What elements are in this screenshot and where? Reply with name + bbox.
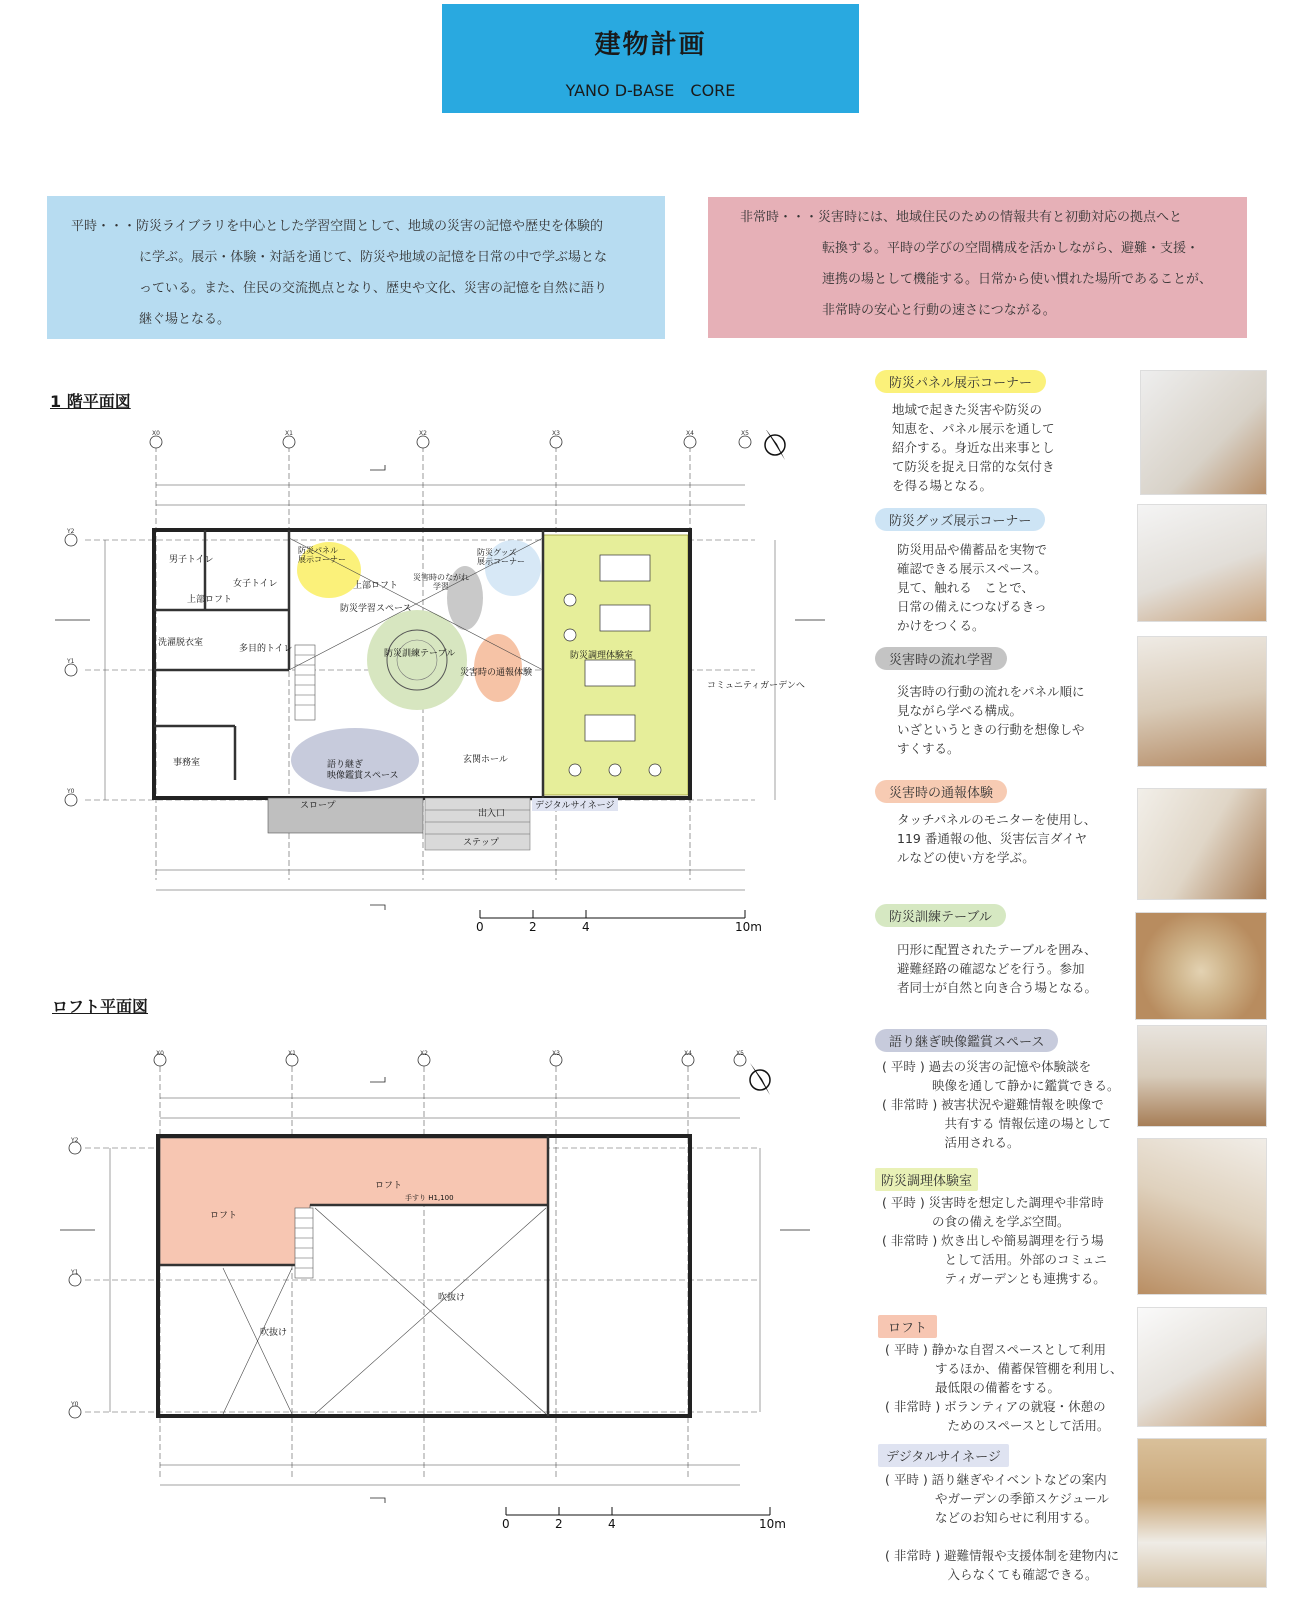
room-label: 出入口 [478,809,506,819]
grid-label: X1 [288,1050,296,1057]
row-label: Y1 [67,658,75,665]
grid-label: X4 [684,1050,692,1057]
room-label: 吹抜け [260,1328,288,1338]
grid-label: X4 [686,430,694,437]
floor1-title: 1 階平面図 [50,392,131,411]
card-text: 災害時の行動の流れをパネル順に 見ながら学べる構成。 いざというときの行動を想像しや すくする。 [897,684,1085,756]
loft-title: ロフト平面図 [52,997,149,1016]
room-label: 語り継ぎ 映像鑑賞スペース [327,760,399,781]
disaster-panel [708,197,1247,338]
card-text: タッチパネルのモニターを使用し、 119 番通報の他、災害伝言ダイヤ ルなどの使い方を学ぶ。 [897,812,1097,865]
card-title: 防災訓練テーブル [875,904,1006,927]
disaster-line: 転換する。平時の学びの空間構成を活かしながら、避難・支援・ [822,241,1200,256]
scale-label: 10m [735,920,762,934]
scale-label: 2 [529,920,537,934]
model-photo [1137,788,1267,900]
grid-label: X1 [285,430,293,437]
card-text: ( 平時 ) 語り継ぎやイベントなどの案内 やガーデンの季節スケジュール などのお知らせに利用する。 ( 非常時 ) 避難情報や支援体制を建物内に 入らなくても確認できる。 [885,1472,1120,1582]
room-label: 災害時の通報体験 [460,668,533,678]
card-text: ( 平時 ) 静かな自習スペースとして利用 するほか、備蓄保管棚を利用し、 最低限の備蓄をする。 ( 非常時 ) ボランティアの就寝・休憩の ためのスペースとして活用。 [885,1342,1123,1433]
page-subtitle: YANO D-BASE CORE [565,81,736,100]
disaster-line: 非常時の安心と行動の速さにつながる。 [822,303,1056,318]
card-title: 語り継ぎ映像鑑賞スペース [875,1029,1058,1052]
room-label: 防災パネル 展示コーナー [298,546,346,564]
peacetime-line: 継ぐ場となる。 [139,312,231,327]
room-label: 上部ロフト [187,595,233,605]
title-banner [442,4,859,113]
row-label: Y1 [71,1269,79,1276]
grid-label: X0 [152,430,160,437]
peacetime-line: に学ぶ。展示・体験・対話を通じて、防災や地域の記憶を日常の中で学ぶ場とな [139,250,608,265]
model-photo [1137,1025,1267,1127]
card-title: 防災調理体験室 [875,1168,978,1191]
scale-label: 2 [555,1517,563,1531]
scale-label: 4 [582,920,590,934]
row-label: Y0 [67,788,75,795]
card-title: 防災グッズ展示コーナー [875,508,1045,531]
disaster-line: 連携の場として機能する。日常から使い慣れた場所であることが、 [822,272,1213,287]
scale-label: 0 [502,1517,510,1531]
room-label: 女子トイレ [233,579,278,589]
room-label: ステップ [463,838,499,848]
card-text: 防災用品や備蓄品を実物で 確認できる展示スペース。 見て、触れる ことで、 日常の備えにつなげるきっ かけをつくる。 [897,542,1048,633]
row-label: Y2 [71,1137,79,1144]
room-label: ロフト [210,1211,238,1221]
room-label: スロープ [300,801,336,811]
model-photo [1137,1438,1267,1588]
grid-label: X0 [156,1050,164,1057]
grid-label: X2 [419,430,427,437]
model-photo [1137,636,1267,767]
card-title: 災害時の通報体験 [875,780,1007,803]
grid-label: X3 [552,430,560,437]
room-label: 災害時のながれ 学習 [413,573,469,591]
loft-drawing [60,1050,820,1570]
card-title: 災害時の流れ学習 [875,647,1007,670]
card-text: ( 平時 ) 過去の災害の記憶や体験談を 映像を通して静かに鑑賞できる。 ( 非常時 ) 被害状況や避難情報を映像で 共有する 情報伝達の場として 活用される。 [882,1059,1120,1150]
model-photo [1137,1138,1267,1295]
scale-label: 10m [759,1517,786,1531]
card-title: 防災パネル展示コーナー [875,370,1046,393]
room-label: 吹抜け [438,1293,466,1303]
room-label: 防災グッズ 展示コーナー [477,548,525,566]
row-label: Y2 [67,528,75,535]
room-label: 事務室 [173,758,201,768]
room-label: コミュニティガーデンへ [707,681,805,691]
floor1-drawing [55,430,835,960]
room-label: ロフト [375,1181,403,1191]
peacetime-line: 平時・・・防災ライブラリを中心とした学習空間として、地域の災害の記憶や歴史を体験的 [71,219,603,234]
card-title: ロフト [878,1315,937,1338]
loft-plan [60,1050,820,1570]
disaster-line: 非常時・・・災害時には、地域住民のための情報共有と初動対応の拠点へと [740,210,1183,225]
scale-label: 4 [608,1517,616,1531]
model-photo [1137,504,1267,622]
grid-label: X2 [420,1050,428,1057]
page-title: 建物計画 [594,30,707,60]
room-label: デジタルサイネージ [532,798,618,811]
room-label: 防災調理体験室 [570,651,634,661]
card-text: 地域で起きた災害や防災の 知恵を、パネル展示を通して 紹介する。身近な出来事とし て防災を捉え日常的な気付き を得る場となる。 [892,402,1055,493]
room-label: 多目的トイレ [239,644,293,654]
room-label: 防災学習スペース [340,604,412,614]
room-label: 洗濯脱衣室 [158,638,204,648]
model-photo [1140,370,1267,495]
peacetime-line: っている。また、住民の交流拠点となり、歴史や文化、災害の記憶を自然に語り [139,281,608,296]
grid-label: X5 [736,1050,744,1057]
scale-label: 0 [476,920,484,934]
model-photo [1137,1307,1267,1427]
grid-label: X5 [741,430,749,437]
north-arrow-icon [750,1063,770,1095]
row-label: Y0 [71,1401,79,1408]
card-title: デジタルサイネージ [878,1444,1009,1467]
room-label: 玄関ホール [463,755,508,765]
peacetime-panel [47,196,665,339]
room-label: 上部ロフト [353,581,399,591]
room-label: 防災訓練テーブル [384,649,456,659]
card-text: 円形に配置されたテーブルを囲み、 避難経路の確認などを行う。参加 者同士が自然と向き合う場となる。 [897,942,1098,995]
card-text: ( 平時 ) 災害時を想定した調理や非常時 の食の備えを学ぶ空間。 ( 非常時 ) 炊き出しや簡易調理を行う場 として活用。外部のコミュニ ティガーデンとも連携する。 [882,1195,1107,1286]
north-arrow-icon [765,430,785,460]
floor1-plan [55,430,835,960]
room-label: 手すり H1,100 [405,1194,454,1202]
grid-label: X3 [552,1050,560,1057]
model-photo [1135,912,1267,1020]
room-label: 男子トイレ [169,555,214,565]
